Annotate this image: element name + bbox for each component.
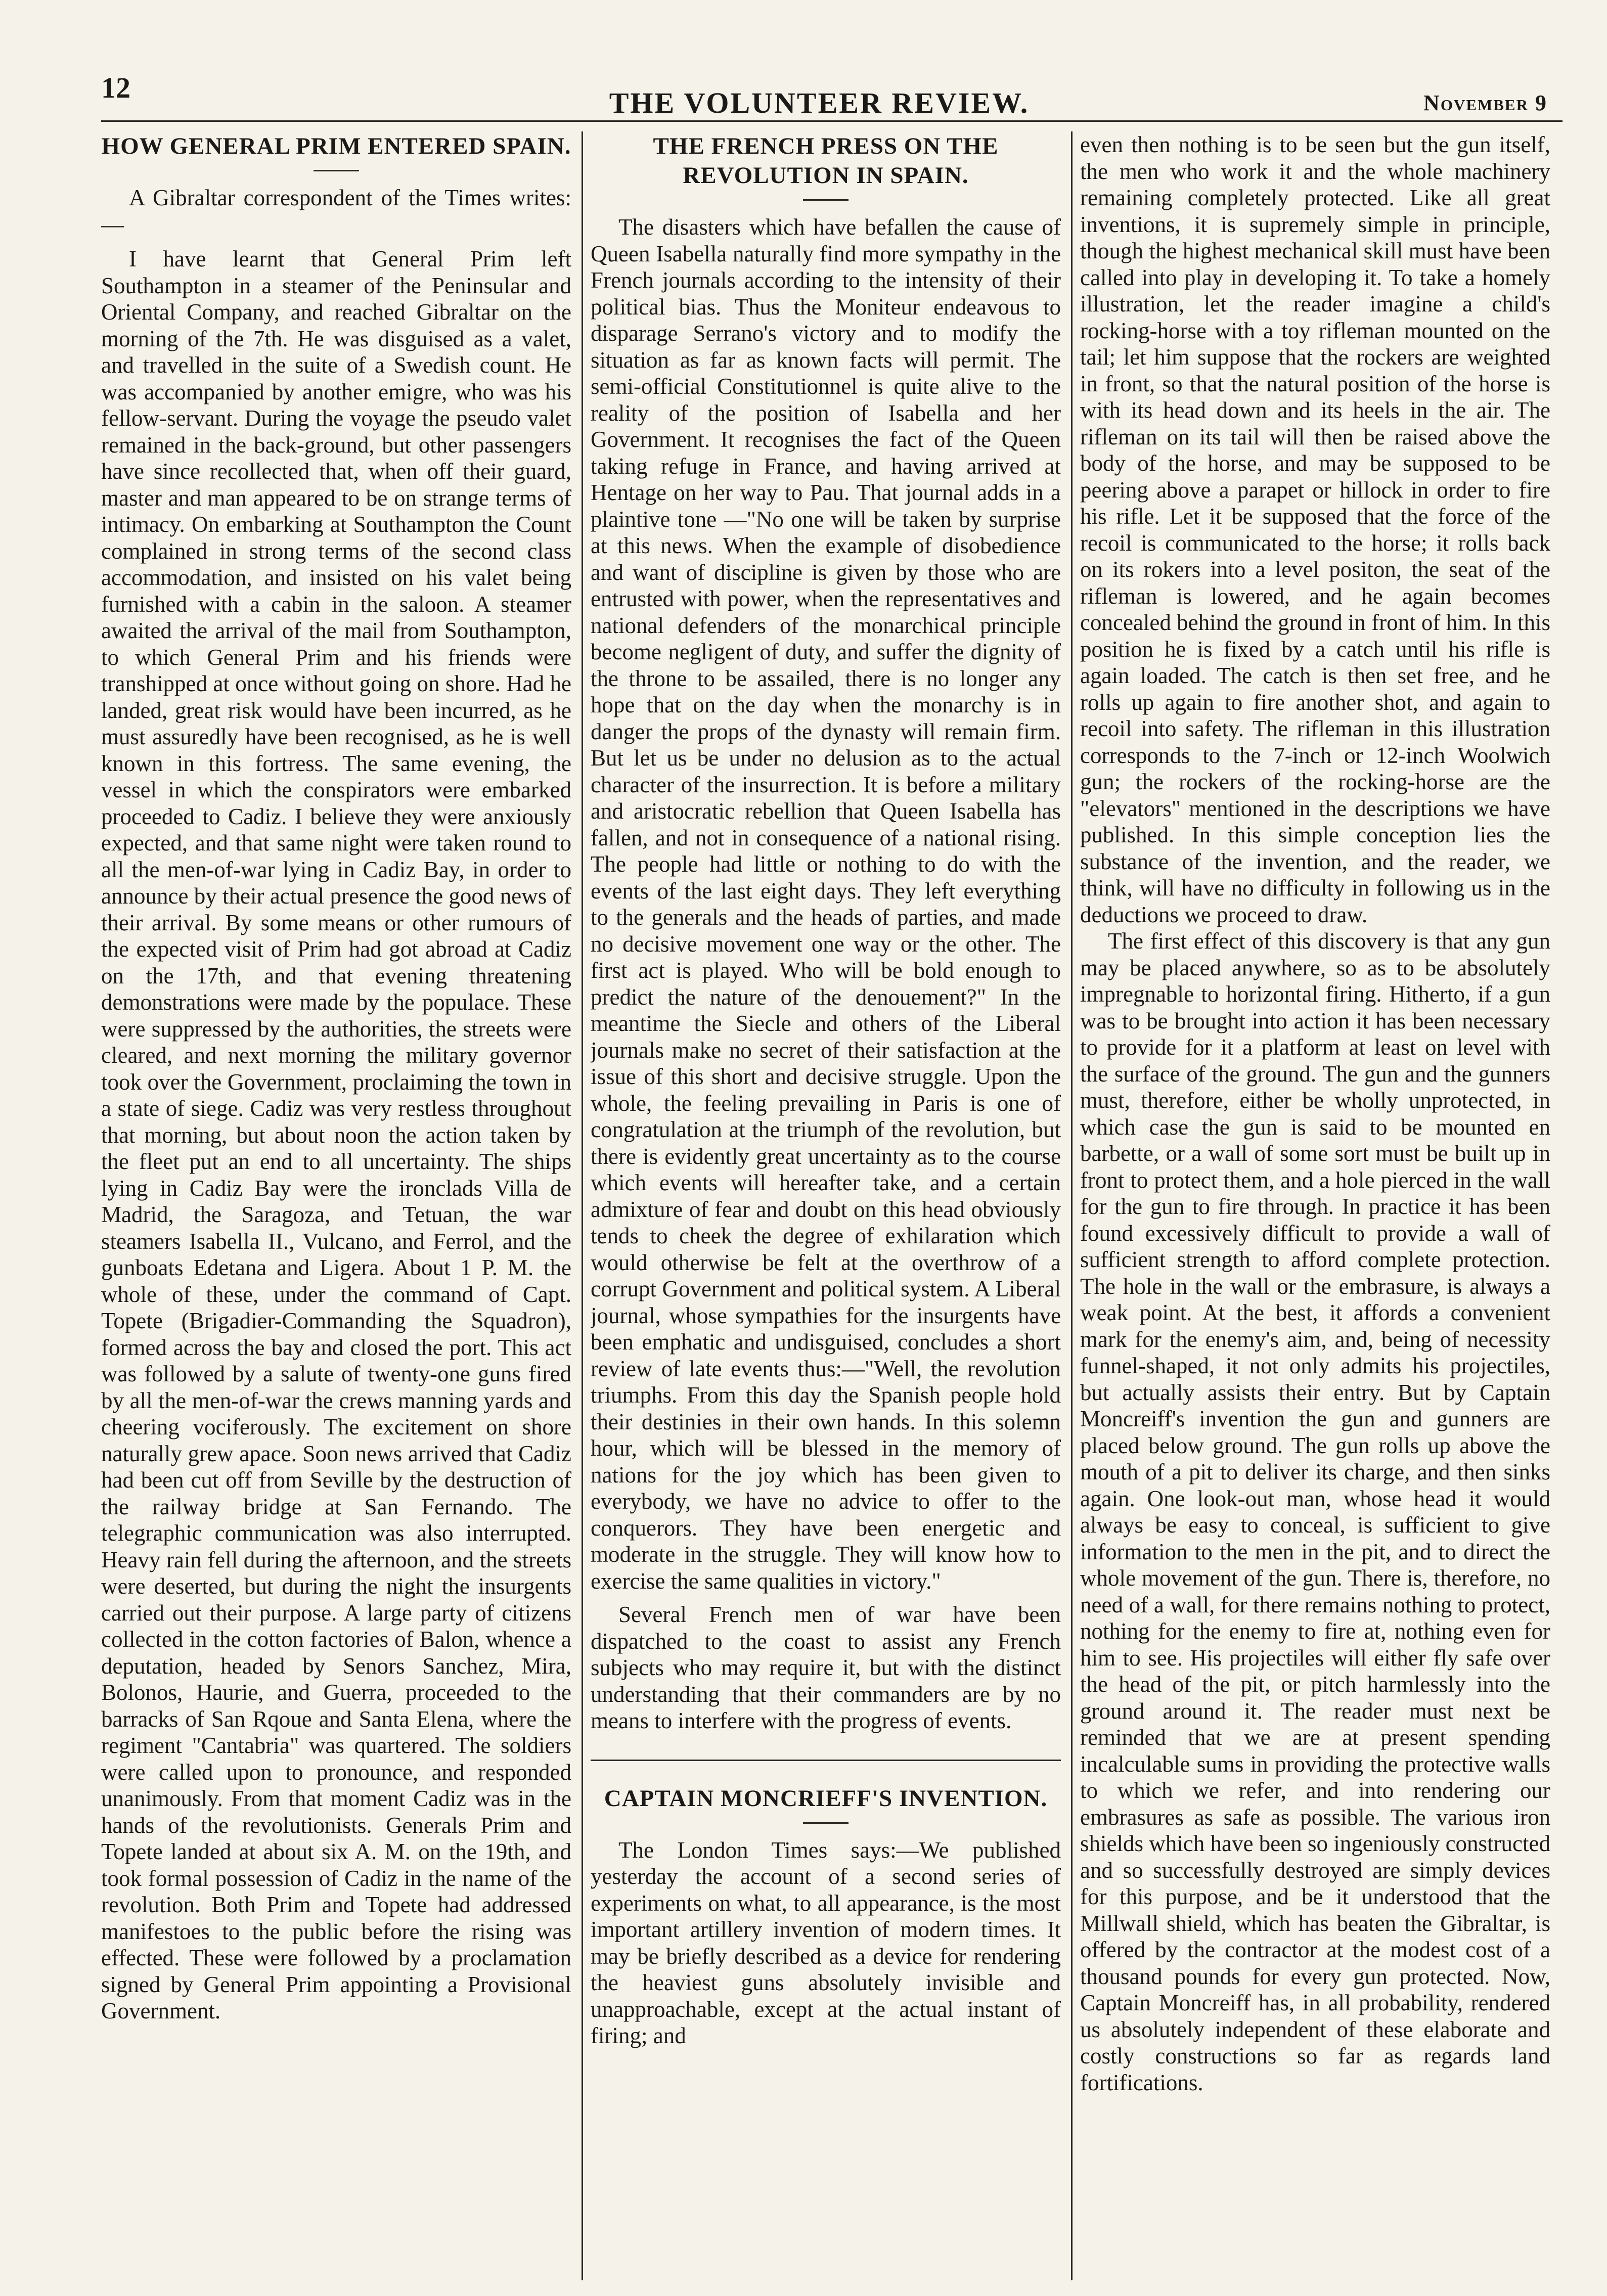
title-rule [803,1822,849,1824]
article-body: The first effect of this discovery is that any gun may be placed anywhere, so as to be absolutely impregnable to horizontal firing. Hitherto, if a gun was to be brought into action it has been necessary to provide for it a platform at least on level with the surface of the ground. The gun and the gunners must, therefore, either be wholly unprotected, in which case the gun is said to be mounted en barbette, or a wall of some sort must be built up in front to protect them, and a hole pierced in the wall for the gun to fire through. In practice it has been found excessively difficult to provide a wall of sufficient strength to afford complete protection. The hole in the wall or the embrasure, is always a weak point. At the best, it affords a convenient mark for the enemy's aim, and, being of necessity funnel-shaped, it not only admits his projectiles, but actually assists their entry. But by Captain Moncreiff's invention the gun and gunners are placed below ground. The gun rolls up above the mouth of a pit to deliver its charge, and then sinks again. One look-out man, whose head it would always be easy to conceal, is sufficient to give information to the men in the pit, and to direct the whole movement of the gun. There is, therefore, no need of a wall, for there remains nothing to protect, nothing for the enemy to fire at, nothing even for him to see. His projectiles will either fly safe over the head of the pit, or pitch harmlessly into the ground around it. The reader must next be reminded that we are at present spending incalculable sums in providing the protective walls to which we refer, and into rendering our embrasures as safe as possible. The various iron shields which have been so ingeniously constructed and so successfully destroyed are simply devices for this purpose, and be it understood that the Millwall shield, which has beaten the Gibraltar, is offered by the contractor at the modest cost of a thousand pounds for every gun protected. Now, Captain Moncreiff has, in all probability, rendered us absolutely independent of these elaborate and costly constructions so far as regards land fortifications. [1080,928,1550,2095]
article-body: Several French men of war have been dispatched to the coast to assist any French subjects who may require it, but with the distinct understanding that their commanders are by no means to interfere with the progress of events. [591,1602,1061,1733]
issue-date: November 9 [1423,91,1547,115]
article-body: The London Times says:—We published yesterday the account of a second series of experiments on what, to all appearance, is the most important artillery invention of modern times. It may be briefly described as a device for rendering the heaviest guns absolutely invisible and unapproachable, except at the actual instant of firing; and [591,1837,1061,2048]
column-divider [1071,131,1073,2280]
article-body: The disasters which have befallen the cause of Queen Isabella naturally find more sympathy in the French journals according to the intensity of their political bias. Thus the Moniteur endeavous to disparage Serrano's victory and to modify the situation as far as known facts will permit. The semi-official Constitutionnel is quite alive to the reality of the position of Isabella and her Government. It recognises the fact of the Queen taking refuge in France, and having arrived at Hentage on her way to Pau. That journal adds in a plaintive tone —"No one will be taken by surprise at this news. When the example of disobedience and want of discipline is given by those who are entrusted with power, when the representatives and national defenders of the monarchical principle become negligent of duty, and suffer the dignity of the throne to be assailed, there is no longer any hope that on the day when the monarchy is in danger the props of the dynasty will remain firm. But let us be under no delusion as to the actual character of the insurrection. It is before a military and aristocratic rebellion that Queen Isabella has fallen, and not in consequence of a national rising. The people had little or nothing to do with the events of the last eight days. They left everything to the generals and the heads of parties, and made no decisive movement one way or the other. The first act is played. Who will be bold enough to predict the nature of the denouement?" In the meantime the Siecle and others of the Liberal journals make no secret of their satisfaction at the issue of this short and decisive struggle. Upon the whole, the feeling prevailing in Paris is one of congratulation at the triumph of the revolution, but there is evidently great uncertainty as to the course which events will hereafter take, and a certain admixture of fear and doubt on this head obviously tends to cheek the degree of exhilaration which would otherwise be felt at the overthrow of a corrupt Government and political system. A Liberal journal, whose sympathies for the insurgents have been emphatic and undisguised, concludes a short review of late events thus:—"Well, the revolution triumphs. From this day the Spanish people hold their destinies in their own hands. In this solemn hour, which will be blessed in the memory of nations for the joy which has been given to everybody, we have no advice to offer to the conquerors. They have been energetic and moderate in the struggle. They will know how to exercise the same qualities in victory." [591,214,1061,1594]
section-divider [591,1760,1061,1761]
article-title: THE FRENCH PRESS ON THE REVOLUTION IN SPAIN. [653,133,999,189]
header-rule [101,120,1563,122]
column-2 [591,131,1061,2280]
article-body: I have learnt that General Prim left Southampton in a steamer of the Peninsular and Oriental Company, and reached Gibraltar on the morning of the 7th. He was disguised as a valet, and travelled in the suite of a Swedish count. He was accompanied by another emigre, who was his fellow-servant. During the voyage the pseudo valet remained in the back-ground, but other passengers have since recollected that, when off their guard, master and man appeared to be on strange terms of intimacy. On embarking at Southampton the Count complained in strong terms of the second class accommodation, and insisted on his valet being furnished with a cabin in the saloon. A steamer awaited the arrival of the mail from Southampton, to which General Prim and his friends were transhipped at once without going on shore. Had he landed, great risk would have been incurred, as he must assuredly have been recognised, as he is well known in this fortress. The same evening, the vessel in which the conspirators were embarked proceeded to Cadiz. I believe they were anxiously expected, and that same night were taken round to all the men-of-war lying in Cadiz Bay, in order to announce by their actual presence the good news of their arrival. By some means or other rumours of the expected visit of Prim had got abroad at Cadiz on the 17th, and that evening threatening demonstrations were made by the populace. These were suppressed by the authorities, the streets were cleared, and next morning the military governor took over the Government, proclaiming the town in a state of siege. Cadiz was very restless throughout that morning, but about noon the action taken by the fleet put an end to all uncertainty. The ships lying in Cadiz Bay were the ironclads Villa de Madrid, the Saragoza, and Tetuan, the war steamers Isabella II., Vulcano, and Ferrol, and the gunboats Edetana and Ligera. About 1 P. M. the whole of these, under the command of Capt. Topete (Brigadier-Commanding the Squadron), formed across the bay and closed the port. This act was followed by a salute of twenty-one guns fired by all the men-of-war the crews manning yards and cheering vociferously. The excitement on shore naturally grew apace. Soon news arrived that Cadiz had been cut off from Seville by the destruction of the railway bridge at San Fernando. The telegraphic communication was also interrupted. Heavy rain fell during the afternoon, and the streets were deserted, but during the night the insurgents carried out their purpose. A large party of citizens collected in the cotton factories of Balon, whence a deputation, headed by Senors Sanchez, Mira, Bolonos, Haurie, and Guerra, proceeded to the barracks of San Rqoue and Santa Elena, where the regiment "Cantabria" was quartered. The soldiers were called upon to pronounce, and responded unanimously. From that moment Cadiz was in the hands of the revolutionists. Generals Prim and Topete landed at about six A. M. on the 19th, and took formal possession of Cadiz in the name of the revolution. Both Prim and Topete had addressed manifestoes to the public before the rising was effected. These were followed by a proclamation signed by General Prim appointing a Provisional Government. [101,246,571,2023]
publication-title: THE VOLUNTEER REVIEW. [609,86,1030,119]
article-title: HOW GENERAL PRIM ENTERED SPAIN. [101,133,571,159]
page-header [71,66,1568,121]
title-rule [314,170,359,171]
title-rule [803,199,849,201]
column-3 [1080,131,1550,2280]
column-divider [582,131,583,2280]
article-intro: A Gibraltar correspondent of the Times writes:— [101,185,571,237]
column-1 [101,131,571,2280]
article-body: even then nothing is to be seen but the gun itself, the men who work it and the whole machinery remaining completely protected. Like all great inventions, it is supremely simple in principle, though the highest mechanical skill must have been called into play in developing it. To take a homely illustration, let the reader imagine a child's rocking-horse with a toy rifleman mounted on the tail; let him suppose that the rockers are weighted in front, so that the natural position of the horse is with its head down and its heels in the air. The rifleman on its tail will then be raised above the body of the horse, and may be supposed to be peering above a parapet or hillock in order to fire his rifle. Let it be supposed that the force of the recoil is communicated to the horse; it rolls back on its rokers into a level positon, the seat of the rifleman is lowered, and he again becomes concealed behind the ground in front of him. In this position he is fixed by a catch until his rifle is again loaded. The catch is then set free, and he rolls up again to fire another shot, and again to recoil into safety. The rifleman in this illustration corresponds to the 7-inch or 12-inch Woolwich gun; the rockers of the rocking-horse are the "elevators" mentioned in the descriptions we have published. In this simple conception lies the substance of the invention, and the reader, we think, will have no difficulty in following us in the deductions we proceed to draw. [1080,132,1550,927]
article-title: CAPTAIN MONCRIEFF'S INVENTION. [604,1785,1048,1812]
page-number: 12 [101,71,130,104]
